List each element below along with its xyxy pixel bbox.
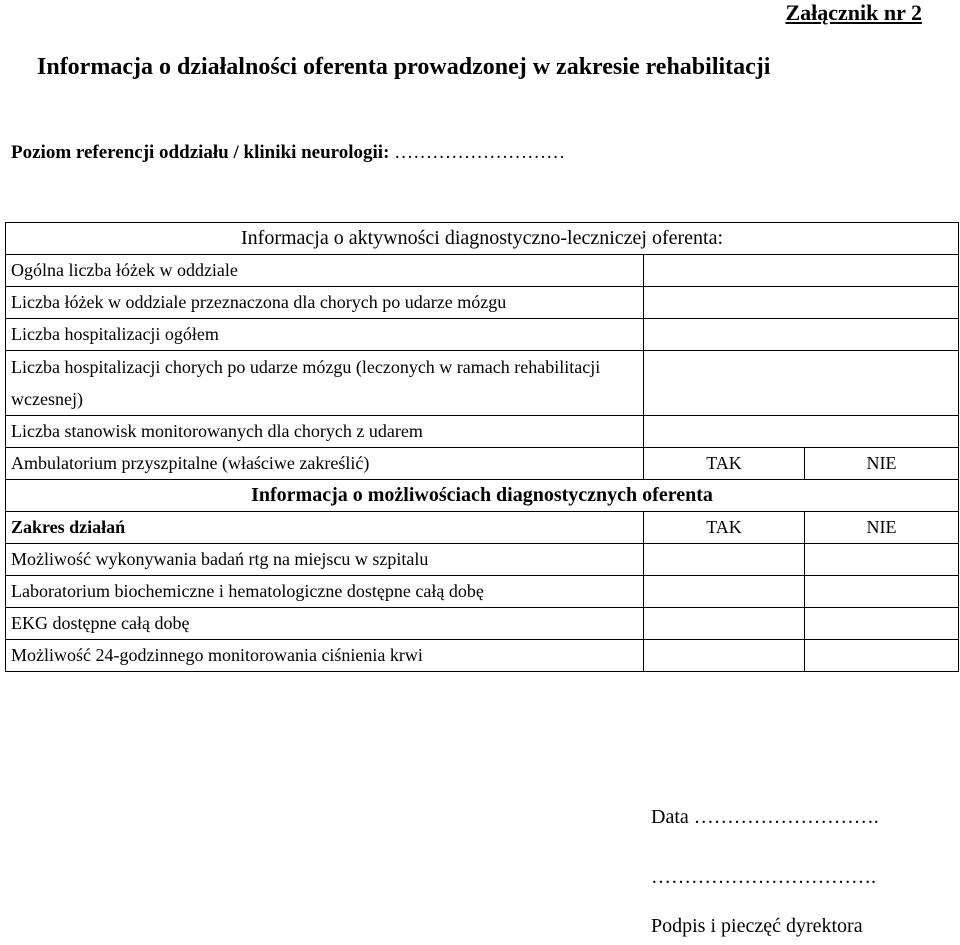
row-label: Liczba hospitalizacji chorych po udarze mózgu (leczonych w ramach rehabilitacji wczesnej): [6, 351, 644, 416]
reference-level-line: [11, 142, 565, 164]
table-row: [6, 416, 959, 448]
table-row: [6, 544, 959, 576]
row-label: Liczba stanowisk monitorowanych dla chorych z udarem: [6, 416, 644, 448]
page-title: Informacja o działalności oferenta prowadzonej w zakresie rehabilitacji: [37, 54, 771, 80]
table-row: [6, 255, 959, 287]
info-table: [5, 222, 959, 672]
no-cell[interactable]: [805, 608, 959, 640]
scope-header: Zakres działań: [6, 512, 644, 544]
answer-cell[interactable]: [644, 416, 959, 448]
diagnostics-heading-row: [6, 480, 959, 512]
activity-heading: Informacja o aktywności diagnostyczno-leczniczej oferenta:: [6, 223, 959, 255]
yes-cell[interactable]: [644, 608, 805, 640]
table-row: [6, 351, 959, 416]
outpatient-label: Ambulatorium przyszpitalne (właściwe zakreślić): [6, 448, 644, 480]
no-cell[interactable]: [805, 640, 959, 672]
attachment-label: Załącznik nr 2: [785, 0, 922, 25]
answer-cell[interactable]: [644, 287, 959, 319]
row-label: Liczba łóżek w oddziale przeznaczona dla chorych po udarze mózgu: [6, 287, 644, 319]
scope-header-row: [6, 512, 959, 544]
no-column-header: NIE: [805, 512, 959, 544]
outpatient-no-option[interactable]: NIE: [805, 448, 959, 480]
reference-dots: ………………………: [394, 142, 566, 163]
yes-cell[interactable]: [644, 544, 805, 576]
yes-cell[interactable]: [644, 640, 805, 672]
no-cell[interactable]: [805, 544, 959, 576]
row-label: Ogólna liczba łóżek w oddziale: [6, 255, 644, 287]
answer-cell[interactable]: [644, 255, 959, 287]
yes-cell[interactable]: [644, 576, 805, 608]
row-label: Możliwość wykonywania badań rtg na miejscu w szpitalu: [6, 544, 644, 576]
answer-cell[interactable]: [644, 319, 959, 351]
table-row: [6, 287, 959, 319]
date-field: Data ……………………….: [651, 806, 879, 828]
table-row: [6, 319, 959, 351]
reference-label: Poziom referencji oddziału / kliniki neurologii:: [11, 142, 390, 163]
row-label: Liczba hospitalizacji ogółem: [6, 319, 644, 351]
table-row: [6, 576, 959, 608]
diagnostics-heading: Informacja o możliwościach diagnostycznych oferenta: [6, 480, 959, 512]
outpatient-row: [6, 448, 959, 480]
row-label: EKG dostępne całą dobę: [6, 608, 644, 640]
yes-column-header: TAK: [644, 512, 805, 544]
no-cell[interactable]: [805, 576, 959, 608]
table-row: [6, 608, 959, 640]
table-row: [6, 640, 959, 672]
outpatient-yes-option[interactable]: TAK: [644, 448, 805, 480]
activity-heading-row: [6, 223, 959, 255]
row-label: Możliwość 24-godzinnego monitorowania ciśnienia krwi: [6, 640, 644, 672]
signature-label: Podpis i pieczęć dyrektora: [651, 915, 863, 937]
row-label: Laboratorium biochemiczne i hematologiczne dostępne całą dobę: [6, 576, 644, 608]
signature-dots: …………………………….: [651, 866, 876, 888]
answer-cell[interactable]: [644, 351, 959, 416]
